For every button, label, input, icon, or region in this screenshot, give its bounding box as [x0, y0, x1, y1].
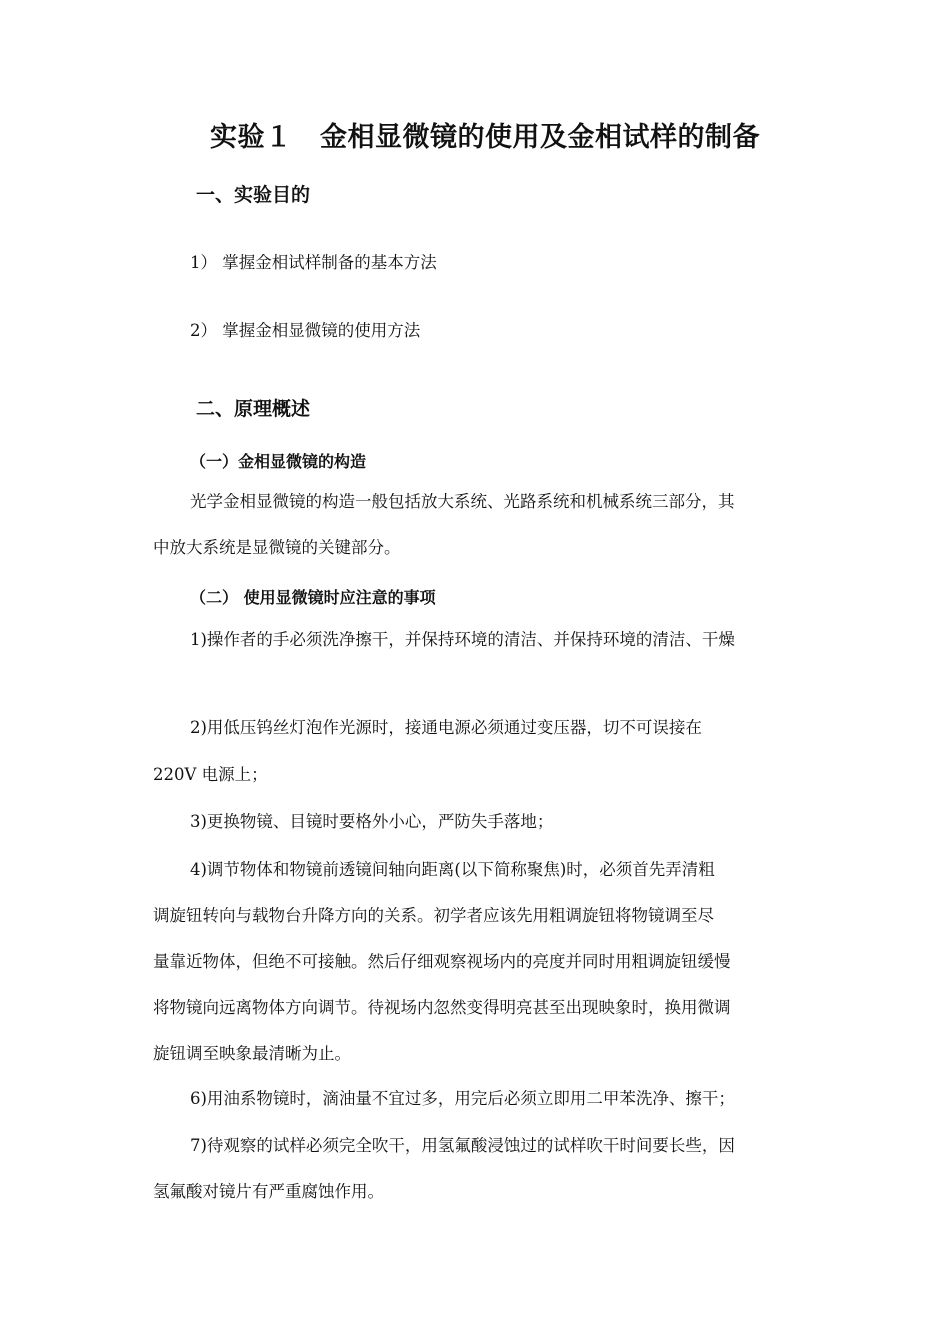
paragraph-line: 旋钮调至映象最清晰为止。 — [153, 1044, 351, 1063]
paragraph-line: 7)待观察的试样必须完全吹干，用氢氟酸浸蚀过的试样吹干时间要长些，因 — [190, 1136, 735, 1155]
paragraph-line: 220V 电源上； — [153, 765, 268, 784]
objective-item-2: 2） 掌握金相显微镜的使用方法 — [190, 321, 421, 340]
paragraph-line: 调旋钮转向与载物台升降方向的关系。初学者应该先用粗调旋钮将物镜调至尽 — [153, 906, 714, 925]
paragraph-line: 光学金相显微镜的构造一般包括放大系统、光路系统和机械系统三部分，其 — [190, 492, 735, 511]
objective-item-1: 1） 掌握金相试样制备的基本方法 — [190, 253, 437, 272]
paragraph-line: 4)调节物体和物镜前透镜间轴向距离(以下简称聚焦)时，必须首先弄清粗 — [190, 860, 715, 879]
paragraph-line: 氢氟酸对镜片有严重腐蚀作用。 — [153, 1182, 384, 1201]
subsection-heading-precautions: （二） 使用显微镜时应注意的事项 — [190, 588, 436, 607]
page-title: 实验１ 金相显微镜的使用及金相试样的制备 — [210, 122, 760, 153]
subsection-heading-structure: （一）金相显微镜的构造 — [190, 452, 367, 471]
paragraph-line: 量靠近物体，但绝不可接触。然后仔细观察视场内的亮度并同时用粗调旋钮缓慢 — [153, 952, 731, 971]
paragraph-line: 6)用油系物镜时，滴油量不宜过多，用完后必须立即用二甲苯洗净、擦干； — [190, 1089, 735, 1108]
paragraph-line: 中放大系统是显微镜的关键部分。 — [153, 538, 401, 557]
paragraph-line: 1)操作者的手必须洗净擦干，并保持环境的清洁、并保持环境的清洁、干燥 — [190, 630, 735, 649]
section-heading-principles: 二、原理概述 — [196, 398, 311, 420]
paragraph-line: 3)更换物镜、目镜时要格外小心，严防失手落地； — [190, 812, 554, 831]
paragraph-line: 将物镜向远离物体方向调节。待视场内忽然变得明亮甚至出现映象时，换用微调 — [153, 998, 731, 1017]
paragraph-line: 2)用低压钨丝灯泡作光源时，接通电源必须通过变压器，切不可误接在 — [190, 718, 702, 737]
section-heading-objectives: 一、实验目的 — [196, 184, 311, 206]
